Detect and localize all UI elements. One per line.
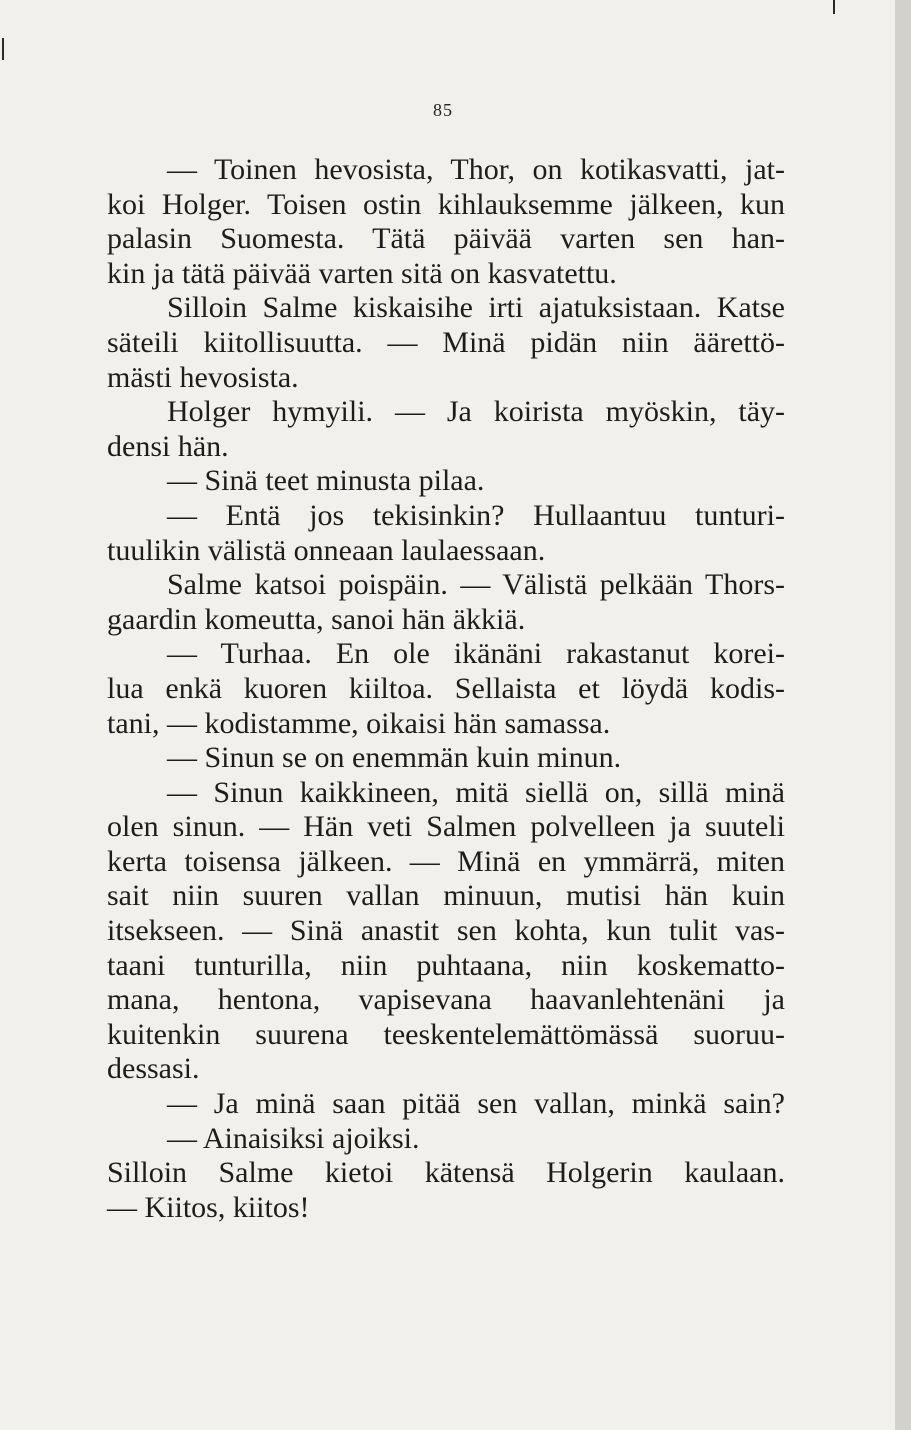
text-line: palasin Suomesta. Tätä päivää varten sen han- [107, 222, 785, 256]
text-line: säteili kiitollisuutta. — Minä pidän niin äärettö- [107, 325, 785, 359]
text-line: tuulikin välistä onneaan laulaessaan. [107, 533, 546, 567]
text-line: — Sinun se on enemmän kuin minun. [167, 741, 622, 775]
scan-mark [2, 38, 4, 60]
text-line: kuitenkin suurena teeskentelemättömässä suoruu- [107, 1017, 785, 1051]
text-line: lua enkä kuoren kiiltoa. Sellaista et löydä kodis- [107, 671, 785, 705]
text-line: gaardin komeutta, sanoi hän äkkiä. [107, 602, 526, 636]
text-line: Silloin Salme kiskaisihe irti ajatuksistaan. Katse [167, 291, 785, 325]
text-line: olen sinun. — Hän veti Salmen polvelleen ja suuteli [107, 810, 785, 844]
text-line: itsekseen. — Sinä anastit sen kohta, kun tulit vas- [107, 914, 785, 948]
text-line: dessasi. [107, 1052, 200, 1086]
text-line: — Toinen hevosista, Thor, on kotikasvatti, jat- [167, 153, 785, 186]
text-line: kin ja tätä päivää varten sitä on kasvatettu. [107, 256, 617, 290]
page-number: 85 [433, 100, 453, 120]
text-line: mästi hevosista. [107, 360, 299, 394]
body-text [107, 153, 785, 1225]
text-line: — Ainaisiksi ajoiksi. [167, 1121, 420, 1155]
text-line: taani tunturilla, niin puhtaana, niin koskematto- [107, 948, 785, 982]
text-line: — Entä jos tekisinkin? Hullaantuu tunturi- [167, 498, 785, 532]
text-line: — Turhaa. En ole ikänäni rakastanut korei- [167, 637, 785, 671]
text-line: sait niin suuren vallan minuun, mutisi hän kuin [107, 879, 785, 913]
text-line: tani, — kodistamme, oikaisi hän samassa. [107, 706, 611, 740]
text-line: Holger hymyili. — Ja koirista myöskin, täy- [167, 395, 785, 429]
text-line: Salme katsoi poispäin. — Välistä pelkään Thors- [167, 568, 785, 602]
text-line: — Ja minä saan pitää sen vallan, minkä sain? [167, 1087, 785, 1121]
text-line: — Sinun kaikkineen, mitä siellä on, sillä minä [167, 775, 785, 809]
text-line: densi hän. [107, 429, 229, 463]
text-line: kerta toisensa jälkeen. — Minä en ymmärrä, miten [107, 844, 785, 878]
text-line: — Kiitos, kiitos! [107, 1190, 310, 1224]
scan-mark [833, 0, 835, 14]
text-line: mana, hentona, vapisevana haavanlehtenäni ja [107, 983, 785, 1017]
text-line: Silloin Salme kietoi kätensä Holgerin kaulaan. [107, 1156, 785, 1190]
scan-border [895, 0, 911, 1430]
text-line: — Sinä teet minusta pilaa. [167, 464, 485, 498]
text-line: koi Holger. Toisen ostin kihlauksemme jälkeen, kun [107, 187, 785, 221]
